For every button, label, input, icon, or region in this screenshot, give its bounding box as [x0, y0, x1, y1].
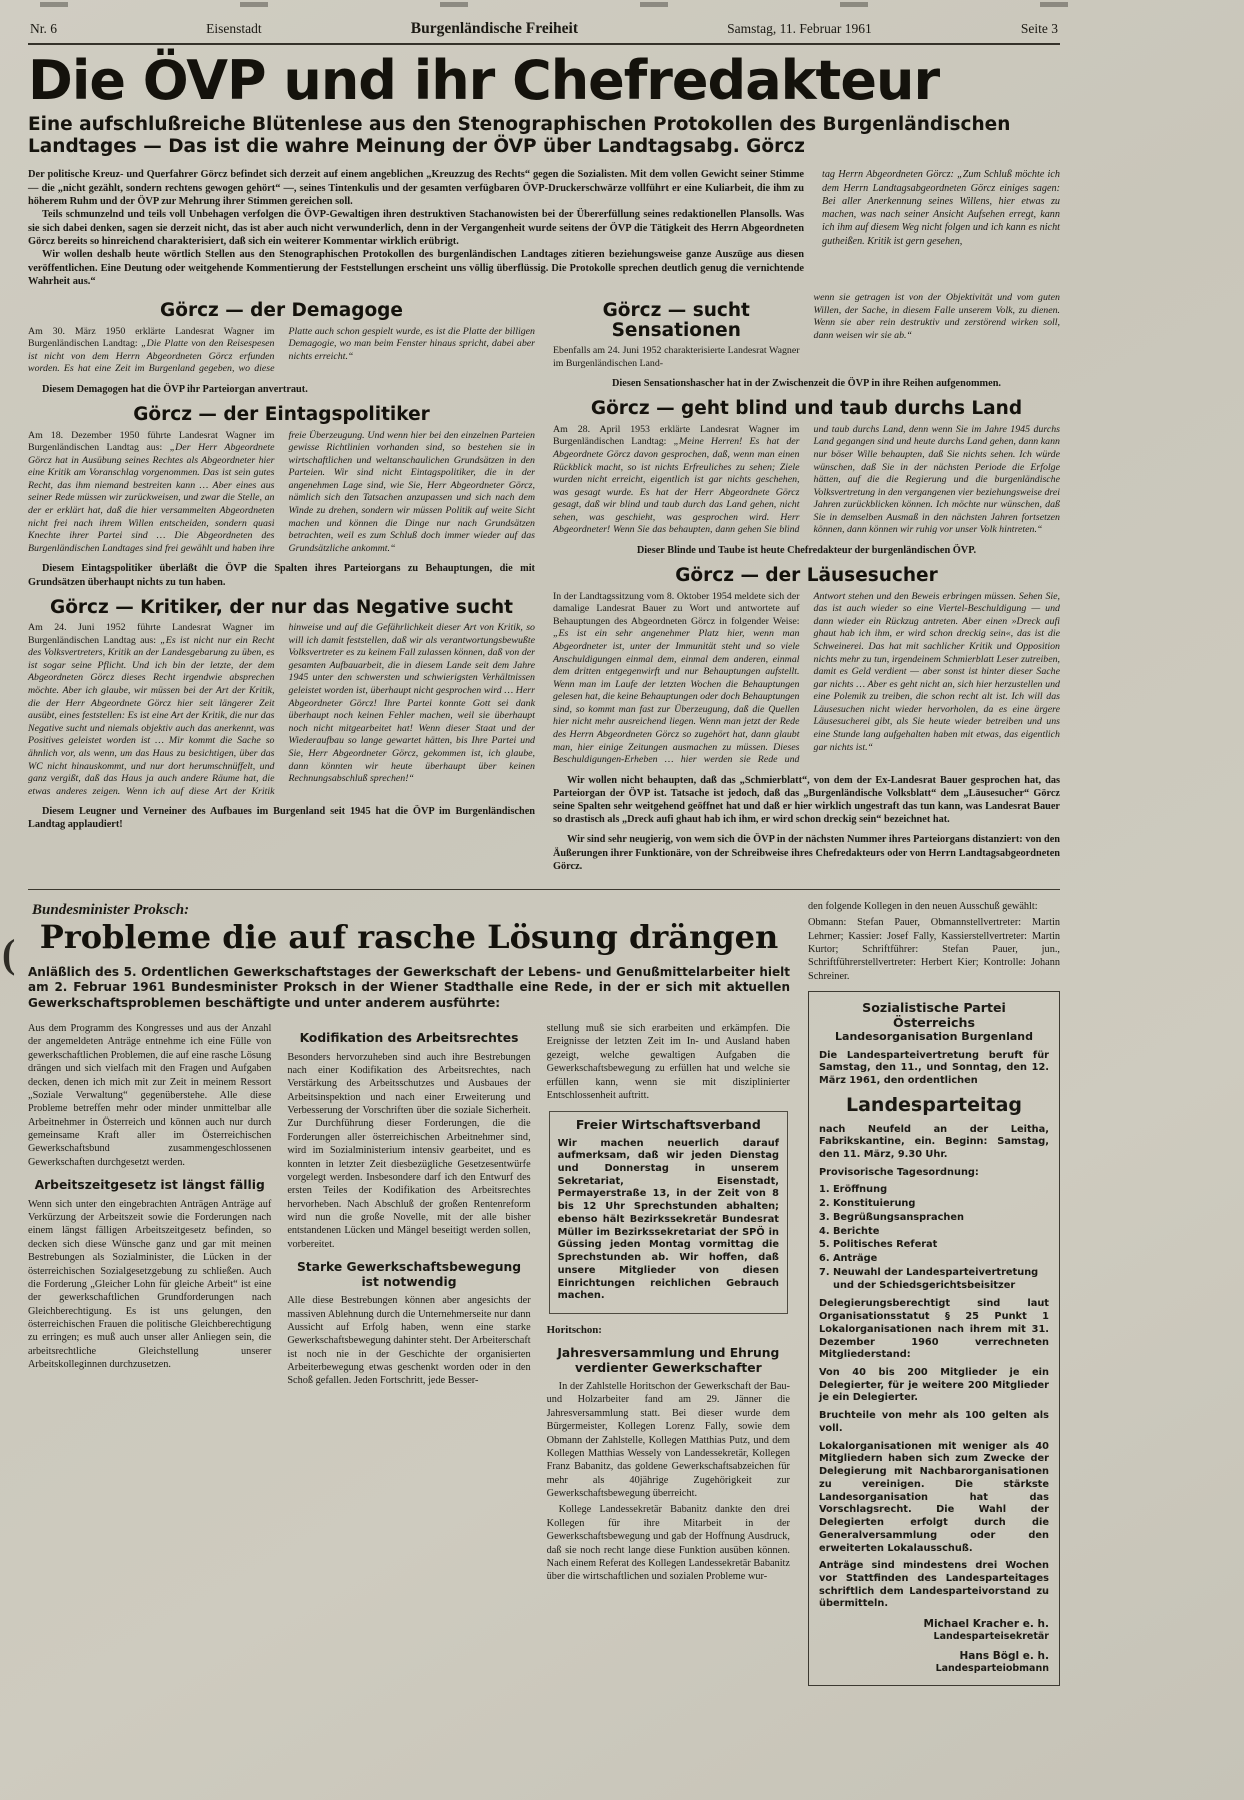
subhead-arbeitszeitgesetz: Arbeitszeitgesetz ist längst fällig: [34, 1178, 265, 1193]
section-kritiker-kicker: Diesem Leugner und Verneiner des Aufbaues im Burgenland seit 1945 hat die ÖVP im Burgenländischen Landtag applaudiert!: [28, 806, 535, 831]
masthead: [28, 12, 1060, 43]
article2-headline: Probleme die auf rasche Lösung drängen: [39, 917, 779, 956]
section-sensationen-text: Ebenfalls am 24. Juni 1952 charakterisierte Landesrat Wagner im Burgenländischen Land-: [553, 345, 800, 369]
place-label-horitschon: Horitschon:: [546, 1324, 602, 1337]
article-oevp-chefredakteur: [28, 49, 1060, 877]
issue-number: Nr. 6: [30, 21, 57, 36]
body-paragraph: Alle diese Bestrebungen können aber angesichts der massiven Ablehnung durch die Unternehmerseite nur dann Aussicht auf Erfolg haben, wenn eine starke Gewerkschaftsbewegung dahinter steht. Der Arbeiterschaft ist noch nie in der Geschichte der organisierten Arbeiterbewegung etwas geschenkt worden oder in den Schoß gefallen. Jeden Fortschritt, jede Besser-: [287, 1295, 531, 1387]
quote-text: „Es ist ein sehr angenehmer Platz hier, wenn man Abgeordneter ist, unter der Immunität steht und so viele Anschuldigungen einmal dem, einmal dem anderen, einmal dem dritten entgegenwirft und nur Behauptungen aufstellt. Wenn man im Laufe der letzten Wochen die Behauptungen gelesen hat, die keine Behauptungen oder doch Behauptungen sind, so kommt man fast zur Überzeugung, daß die Quellen hier nicht mehr ausreichend liegen. Wenn man jetzt der Rede des Herrn Abgeordneten Görcz so zugehört hat, dann glaubt man, hier einige Zeitungen ausmachen zu müssen. Dieses Beschuldigungen-Erheben … hier werden sie Rede und Antwort stehen und den Beweis erbringen müssen. Sehen Sie, das ist auch wieder so eine Viertel-Beschuldigung — und dann wieder ein Rückzug antreten. Aber einen »Dreck aufi ghaut hab ich ihm, er wird schon dreckig sein«, das ist die Schweinerei. Das hat mit sachlicher Kritik und Opposition nichts mehr zu tun, irgendeinem Schmierblatt Leser zutreiben, damit es Geld verdient — aber sonst ist hinter dieser Sache gar nichts … Aber es geht nicht an, sich hier herzustellen und eine Polemik zu treiben, die schon recht alt ist. Ich will das Läusesuchen nicht wieder hervorholen, da es eine ärgere Läusesucherei gibt, als Sie heute wieder betreiben und uns eine Stunde lang aufgehalten haben mit etwas, das eigentlich gar nichts ist.“: [553, 590, 1060, 766]
wirtschaftsverband-heading: Freier Wirtschaftsverband: [575, 1117, 761, 1133]
subhead-kodifikation: Kodifikation des Arbeitsrechtes: [299, 1031, 519, 1046]
sensationen-row: [553, 292, 1060, 370]
spoe-box-paragraph: Lokalorganisationen mit weniger als 40 Mitgliedern haben sich zum Zwecke der Delegierung mit Nachbarorganisationen zu vereinigen. Die stärkste Landesorganisation hat das Vorschlagsrecht. Die Wahl der Delegierten erfolgt durch die Generalversammlung oder den erweiterten Lokalausschuß.: [819, 1440, 1049, 1554]
section-demagoge: [28, 301, 535, 396]
side-quote-top: tag Herrn Abgeordneten Görcz: „Zum Schluß möchte ich dem Herrn Landtagsabgeordneten Görcz einiges sagen: Bei aller Anerkennung seines Willens, hier etwas zu machen, was nach seiner Ansicht Aufsehen erregt, kann ich ihm auf diesem Weg nicht folgen und ich kann es nicht gutheißen. Kritik ist gern gesehen,: [822, 169, 1060, 247]
article2-right-column: [808, 900, 1060, 1686]
spoe-box-paragraph: nach Neufeld an der Leitha, Fabrikskantine, ein. Beginn: Samstag, den 11. März, 9.30 Uhr.: [819, 1123, 1049, 1160]
signature-name: Hans Bögl e. h.: [959, 1650, 1049, 1663]
spoe-box-paragraph: Bruchteile von mehr als 100 gelten als voll.: [819, 1410, 1049, 1434]
section-demagoge-kicker: Diesem Demagogen hat die ÖVP ihr Parteiorgan anvertraut.: [42, 384, 308, 395]
spoe-box-paragraph: Delegierungsberechtigt sind laut Organisationsstatut § 25 Punkt 1 Lokalorganisationen nach ihrem mit 31. Dezember 1960 verrechneten Mitgliederstand:: [819, 1298, 1049, 1361]
section-laeusesucher-kicker2: Wir sind sehr neugierig, von wem sich die ÖVP in der nächsten Nummer ihres Parteiorgans distanziert: von den Äußerungen ihrer Funktionäre, von der Schreibweise ihres Chefredakteurs oder von Herrn Landtagsabgeordneten Görcz.: [553, 834, 1060, 872]
article2-columns: [28, 1022, 790, 1587]
article-proksch: [28, 900, 1060, 1686]
article2-lead: Anläßlich des 5. Ordentlichen Gewerkschaftstages der Gewerkschaft der Lebens- und Genußmittelarbeiter hielt am 2. Februar 1961 Bundesminister Proksch in der Wiener Stadthalle eine Rede, in der er sich mit aktuellen Gewerkschaftsproblemen beschäftigte und unter anderem ausführte:: [28, 964, 790, 1011]
masthead-rule: [28, 43, 1060, 45]
agenda-label: Provisorische Tagesordnung:: [819, 1166, 979, 1178]
side-quote-bottom: wenn sie getragen ist von der Objektivität und vom guten Willen, der Sache, in diesem Falle unserem Volk, zu dienen. Wenn sie aber rein destruktiv und zerstörend wirken soll, dann weisen wir sie ab.“: [813, 292, 1060, 341]
spoe-box-paragraph: Die Landesparteivertretung beruft für Samstag, den 11., und Sonntag, den 12. März 1961, den ordentlichen: [819, 1049, 1049, 1087]
section-eintagspolitiker-text: [28, 430, 535, 556]
section-kritiker-text: [28, 622, 535, 798]
signature-role: Landesparteisekretär: [933, 1631, 1049, 1643]
article1-lead: [28, 168, 804, 288]
article1-left-half: [28, 292, 535, 877]
agenda-list: [819, 1184, 1049, 1292]
article-divider-rule: [28, 889, 1060, 890]
body-paragraph: Aus dem Programm des Kongresses und aus der Anzahl der angemeldeten Anträge entnehme ich eine Fülle von gewerkschaftlichen Problemen, die auf eine rasche Lösung drängen und sich vielfach mit den Fragen und Aufgaben decken, denen ich mich mit zur Zeit in meinem Ressort „Soziale Verwaltung“ gegenüberstehe. Alle diese Probleme betreffen mehr oder minder unmittelbar alle Arbeitnehmer in Österreich und können auch nur durch gemeinsame Kraft aller im Österreichischen Gewerkschaftsbund zusammengeschlossenen Gewerkschaften durchgesetzt werden.: [28, 1023, 272, 1168]
quote-text: „Meine Herren! Es hat der Abgeordnete Görcz davon gesprochen, daß, wenn man einen Rückblick macht, so ist nichts Erfreuliches zu sehen; Ziele wurden nicht erreicht, eigentlich ist gar nichts geschehen, was gesagt wurde. Es hat der Herr Abgeordnete Görcz gesagt, daß wir blind und taub durch das Land gehen, nicht sehen, was geschieht, was gesprochen wird. Herr Abgeordneter! Wenn Sie das behaupten, dann gehen Sie blind und taub durchs Land, denn wenn Sie im Jahre 1945 durchs Land gegangen sind und heute durchs Land gehen, dann kann nur böser Wille behaupten, daß Sie nichts sehen. Ich würde wünschen, daß Sie in der nächsten Periode die Erfolge hätten, auf die die Regierung und die burgenländische Volksvertretung in den vergangenen vier beziehungsweise drei Jahren zurückblicken können. Ich möchte nur wünschen, daß Sie in demselben Ausmaß in den nächsten Jahren fortsetzen können, dann können wir ruhig vor unser Volk hintreten.“: [553, 423, 1060, 536]
lead-paragraph: Der politische Kreuz- und Querfahrer Görcz befindet sich derzeit auf einem angeblichen „Kreuzzug des Rechts“ gegen die Sozialisten. Mit dem vollen Gewicht seiner Stimme — die „nicht gezählt, sondern rechtens gewogen gehört“ —, seines Tintenkulis und der gesamten verfügbaren ÖVP-Druckerschwärze vollführt er eine Kuliarbeit, die ihm zu höherem Ruhm und der ÖVP zur Mehrung ihrer Stimmen gereichen soll.: [28, 169, 804, 208]
spoe-landesparteitag-box: [808, 991, 1060, 1686]
scan-marks: [40, 2, 1124, 7]
section-eintagspolitiker-kicker: Diesem Eintagspolitiker überläßt die ÖVP die Spalten ihres Parteiorgans zu Behauptungen, die mit Grundsätzen überhaupt nichts zu tun haben.: [28, 563, 535, 588]
section-demagoge-heading: Görcz — der Demagoge: [160, 300, 403, 322]
quote-text: „Die Platte von den Reisespesen ist nicht von dem Herrn Abgeordneten Görcz erfunden worden. Es hat eine Zeit im Burgenland gegeben, wo diese Platte auch schon gespielt wurde, es ist die Platte der billigen Demagogie, wo man beim Fenster hinaus spricht, dabei aber nichts erreicht.“: [28, 325, 535, 375]
wirtschaftsverband-notice-box: [549, 1111, 788, 1314]
signature-chairman: [819, 1650, 1049, 1675]
article2-kicker: Bundesminister Proksch:: [32, 901, 190, 918]
article1-right-half: [553, 292, 1060, 877]
agenda-item: 6. Anträge: [819, 1253, 878, 1265]
section-kritiker-heading: Görcz — Kritiker, der nur das Negative sucht: [50, 596, 513, 618]
article2-column-3: [547, 1022, 790, 1587]
body-paragraph: Kollege Landessekretär Babanitz dankte den drei Kollegen für ihre Mitarbeit in der Gewerkschaftsbewegung und gab der Hoffnung Ausdruck, daß sie noch recht lange diese Funktion ausüben können. Nach einem Referat des Kollegen Landessekretär Babanitz über die wirtschaftlichen und sozialen Probleme wur-: [546, 1504, 790, 1583]
section-eintagspolitiker-heading: Görcz — der Eintagspolitiker: [133, 404, 430, 426]
article2-main: [28, 900, 790, 1686]
quote-intro: Am 30. März 1950 erklärte Landesrat Wagner im Burgenländischen Landtag:: [28, 325, 275, 350]
article1-subhead: Eine aufschlußreiche Blütenlese aus den Stenographischen Protokollen des Burgenländischen Landtages — Das ist die wahre Meinung der ÖVP über Landtagsabg. Görcz: [28, 114, 1011, 158]
agenda-item: 2. Konstituierung: [819, 1198, 916, 1210]
subhead-jahresversammlung: Jahresversammlung und Ehrung verdienter Gewerkschafter: [557, 1346, 780, 1375]
agenda-item: 4. Berichte: [819, 1225, 880, 1237]
quote-intro: Am 28. April 1953 erklärte Landesrat Wagner im Burgenländischen Landtag:: [553, 423, 800, 448]
signature-secretary: [819, 1618, 1049, 1643]
section-blind-und-taub: [553, 399, 1060, 557]
section-laeusesucher: [553, 566, 1060, 873]
section-sensationen-heading: Görcz — sucht Sensationen: [602, 300, 750, 341]
section-demagoge-text: [28, 326, 535, 376]
wirtschaftsverband-text: Wir machen neuerlich darauf aufmerksam, daß wir jeden Dienstag und Donnerstag in unserem Sekretariat, Eisenstadt, Permayerstraße 13, in der Zeit von 8 bis 12 Uhr Sprechstunden abhalten; ebenso hält Bezirkssekretär Bundesrat Müller im Bezirkssekretariat der SPÖ in Güssing jeden Montag vormittag die Sprechstunden ab. Wir hoffen, daß unsere Mitglieder von diesen Einrichtungen reichlichen Gebrauch machen.: [557, 1137, 779, 1302]
body-paragraph: In der Zahlstelle Horitschon der Gewerkschaft der Bau- und Holzarbeiter fand am 29. Jänner die Jahresversammlung statt. Bei dieser wurde dem Bürgermeister, Kollegen Lorenz Fally, sowie dem Obmann der Zahlstelle, Kollegen Matthias Putz, und dem Kollegen Matthias Wessely von Landessekretär, Kollegen Franz Babanitz, das goldene Gewerkschaftsabzeichen für mehr als 40jährige Zugehörigkeit zur Gewerkschaftsbewegung überreicht.: [546, 1381, 790, 1500]
body-paragraph: den folgende Kollegen in den neuen Ausschuß gewählt:: [808, 900, 1038, 912]
page-content: [28, 12, 1060, 1686]
section-sensationen: [553, 292, 800, 370]
section-blind-text: [553, 424, 1060, 537]
article1-lead-row: [28, 168, 1060, 288]
section-laeusesucher-kicker1: Wir wollen nicht behaupten, daß das „Schmierblatt“, von dem der Ex-Landesrat Bauer gesprochen hat, das Parteiorgan der ÖVP ist. Tatsache ist jedoch, daß das „Burgenländische Volksblatt“ dem „Läusesucher“ Görcz seine Spalten sehr weitgehend geöffnet hat und daß er hier wirklich ungestraft das tun kann, was Landesrat Bauer so drastisch als „Dreck aufi ghaut hab ich ihm, er wird schon dreckig sein“ bezeichnet hat.: [553, 774, 1060, 826]
spoe-box-paragraph: Von 40 bis 200 Mitglieder je ein Delegierter, für je weitere 200 Mitglieder je ein Delegierter.: [819, 1366, 1049, 1404]
spoe-box-paragraph: Anträge sind mindestens drei Wochen vor Stattfinden des Landesparteitages schriftlich dem Landesparteivorstand zu übermitteln.: [819, 1560, 1049, 1610]
spoe-box-subtitle: Landesorganisation Burgenland: [835, 1030, 1033, 1044]
body-paragraph: stellung muß sie sich erarbeiten und erkämpfen. Die Ereignisse der letzten Zeit im In- und Ausland haben gezeigt, welche gewaltigen Aufgaben die Gewerkschaftsbewegung zu erfüllen hat und welche sie erfüllen kann, wenn sie mit disziplinierter Entschlossenheit auftritt.: [546, 1023, 790, 1101]
signature-name: Michael Kracher e. h.: [923, 1618, 1049, 1631]
section-kritiker: [28, 598, 535, 832]
body-paragraph: Obmann: Stefan Pauer, Obmannstellvertreter: Martin Lehrner; Kassier: Josef Fally, Kassierstellvertreter: Martin Kurtor; Schriftführer: Stefan Pauer, jun., Schriftführerstellvertreter: Herbert Kier; Kontrolle: Johann Schreiner.: [808, 917, 1060, 982]
lead-paragraph: Teils schmunzelnd und teils voll Unbehagen verfolgen die ÖVP-Gewaltigen ihren destruktiven Stachanowisten bei der Übererfüllung seines redaktionellen Plansolls. Was sie sich dabei denken, sagen sie derzeit nicht, das ist aber auch nicht verwunderlich, denn in der Vergangenheit wurde seitens der ÖVP die Tätigkeit des Herrn Abgeordneten Görcz bereits so hinreichend charakterisiert, daß sich ein weiterer Kommentar wirklich erübrigt.: [28, 209, 804, 248]
landesparteitag-title: Landesparteitag: [845, 1093, 1023, 1116]
page-number: Seite 3: [1020, 21, 1058, 36]
quote-intro: Am 18. Dezember 1950 führte Landesrat Wagner im Burgenländischen Landtag aus:: [28, 429, 275, 454]
section-sensationen-kicker: Diesen Sensationshascher hat in der Zwischenzeit die ÖVP in ihre Reihen aufgenommen.: [611, 378, 1001, 390]
quote-text: „Es ist nicht nur ein Recht des Volksvertreters, Kritik an der Landesgebarung zu üben, es ist sogar seine Pflicht. Und ich bin der letzte, der dem Abgeordneten Görcz dieses Recht irgendwie absprechen möchte. Aber ich glaube, wir müssen bei der Art der Kritik, die der Herr Abgeordnete Görcz hier seit längerer Zeit ausübt, eines feststellen: Es ist eine Art der Kritik, die nur das Negative sucht und niemals objektiv auch das anerkennt, was Positives geleistet worden ist … Mir kommt die Sache so ähnlich vor, als wenn, um das Haus zu besichtigen, über das WC nicht hinauskommt, und nur dort herumschnüffelt, und ganz vergißt, daß das Haus ja auch andere Räume hat, die etwas anderes zeigen. Wenn ich auf diese Art der Kritik hinweise und auf die Gefährlichkeit dieser Art von Kritik, so will ich damit feststellen, daß wir als verantwortungsbewußte Volksvertreter es zu keinem Fall zulassen können, daß von der gesamten Aufbauarbeit, die in diesem Lande seit dem Jahre 1945 unter den schwersten und schwierigsten Verhältnissen geleistet worden ist, überhaupt nicht gesprochen wird … Herr Abgeordneter Görcz! Ihre Partei konnte Gott sei dank überhaupt noch keinen Fehler machen, weil sie überhaupt noch nicht mitgearbeitet hat! Wenn dieser Staat und der Wiederaufbau so lange gewartet hätten, bis Ihre Partei und Sie, Herr Abgeordneter Görcz, gekommen ist, ich glaube, dann könnten wir heute überhaupt über keinen Rechnungsabschluß sprechen!“: [28, 622, 535, 797]
body-paragraph: Besonders hervorzuheben sind auch ihre Bestrebungen nach einer Kodifikation des Arbeitsrechtes, nach Verstärkung des Arbeitsschutzes und Ausbaues der Arbeitsinspektion und nach einer Erweiterung und Verbesserung der Vorschriften über die soziale Sicherheit. Zur Durchführung dieser Forderungen, die die Forderungen aller österreichischen Arbeitnehmer sind, wird im Sozialministerium intensiv gearbeitet, und es konnten in letzter Zeit diesbezügliche Gesetzesentwürfe vorgelegt werden. Insbesondere darf ich den Entwurf des ersten Teiles der Kodifikation des Arbeitsrechtes hervorheben. Nach Abschluß der großen Rentenreform wird nun die große Novelle, mit der alle bisher entstandenen Lücken und Mängel beseitigt werden sollen, vorbereitet.: [287, 1051, 531, 1250]
section-laeusesucher-text: [553, 591, 1060, 767]
section-blind-heading: Görcz — geht blind und taub durchs Land: [590, 398, 1023, 420]
body-paragraph: Wenn sich unter den eingebrachten Anträgen Anträge auf Verkürzung der Arbeitszeit sowie die Forderungen nach einem längst fälligen Arbeitszeitgesetz befinden, so decken sich diese Wünsche ganz und gar mit meinen Bestrebungen als Sozialminister, die Lücken in der österreichischen Sozialgesetzgebung zu schließen. Auch die Forderung „Gleicher Lohn für gleiche Arbeit“ ist eine der gewerkschaftlichen Grundforderungen nach Gleichberechtigung. Es ist uns gelungen, den österreichischen Frauen die politische Gleichberechtigung zu erringen; es muß auch unser aller Anliegen sein, die arbeitsrechtliche Gleichstellung unserer Arbeitskolleginnen durchzusetzen.: [28, 1198, 272, 1371]
article1-headline: Die ÖVP und ihr Chefredakteur: [28, 49, 940, 112]
section-laeusesucher-heading: Görcz — der Läusesucher: [675, 565, 938, 587]
article1-body: [28, 292, 1060, 877]
agenda-item: 3. Begrüßungsansprachen: [819, 1211, 964, 1223]
agenda-item: 7. Neuwahl der Landesparteivertretung und der Schiedsgerichtsbeisitzer: [819, 1266, 1039, 1291]
lead-paragraph: Wir wollen deshalb heute wörtlich Stellen aus den Stenographischen Protokollen des burgenländischen Landtages zitieren beziehungsweise ganze Auszüge aus diesen veröffentlichen. Eine Deutung oder weitgehende Kommentierung der Feststellungen erscheint uns völlig überflüssig. Die Protokolle sprechen deutlich genug die vernichtende Wahrheit aus.“: [28, 249, 804, 287]
scan-artifact-mark: (: [2, 931, 16, 976]
quote-intro: Am 24. Juni 1952 führte Landesrat Wagner im Burgenländischen Landtag aus:: [28, 622, 275, 646]
section-blind-kicker: Dieser Blinde und Taube ist heute Chefredakteur der burgenländischen ÖVP.: [636, 545, 977, 557]
subhead-starke-bewegung: Starke Gewerkschaftsbewegung ist notwendig: [296, 1260, 522, 1289]
article2-column-1: [28, 1022, 271, 1587]
article2-column-2: [287, 1022, 530, 1587]
masthead-date: Samstag, 11. Februar 1961: [727, 21, 872, 36]
signature-role: Landesparteiobmann: [935, 1663, 1049, 1675]
masthead-city: Eisenstadt: [206, 21, 262, 36]
section-eintagspolitiker: [28, 405, 535, 589]
paper-title: Burgenländische Freiheit: [410, 20, 578, 37]
spoe-box-title: Sozialistische Partei Österreichs: [862, 1000, 1006, 1031]
agenda-item: 1. Eröffnung: [819, 1184, 888, 1196]
ausschuss-text: [808, 900, 1060, 983]
quote-intro: In der Landtagssitzung vom 8. Oktober 1954 meldete sich der damalige Landesrat Bauer zu Wort und antwortete auf Behauptungen des Abgeordneten Görcz in folgender Weise:: [553, 590, 800, 627]
agenda-item: 5. Politisches Referat: [819, 1239, 938, 1251]
quote-text: „Der Herr Abgeordnete Görcz hat in Ausübung seines Rechtes als Abgeordneter hier eine Kritik am Voranschlag vorgenommen. Das ist sein gutes Recht, das ihm niemand bestreiten kann … Aber eines aus seiner Rede müssen wir zurückweisen, und zwar die Stelle, an der er erklärt hat, daß die hier versammelten Abgeordneten nicht frei nach ihrem Willen entscheiden, sondern quasi Knechte ihrer Partei sind … Die Abgeordneten des Burgenländischen Landtages sind frei gewählt und haben ihre freie Überzeugung. Und wenn hier bei den einzelnen Parteien gewisse Richtlinien vorhanden sind, so bestehen sie in wirtschaftlichen und weltanschaulichen Grundsätzen in den Parteien. Wir sind nicht Eintagspolitiker, die in der angenehmen Lage sind, wie Sie, Herr Abgeordneter Görcz, nämlich sich den Tatsachen anzupassen und sich nach dem Winde zu drehen, sondern wir müssen Politik auf weite Sicht machen und können die Dinge nur nach Grundsätzen betrachten, weil es zum Schluß doch immer wieder auf das Grundsätzliche ankommt.“: [28, 429, 535, 554]
